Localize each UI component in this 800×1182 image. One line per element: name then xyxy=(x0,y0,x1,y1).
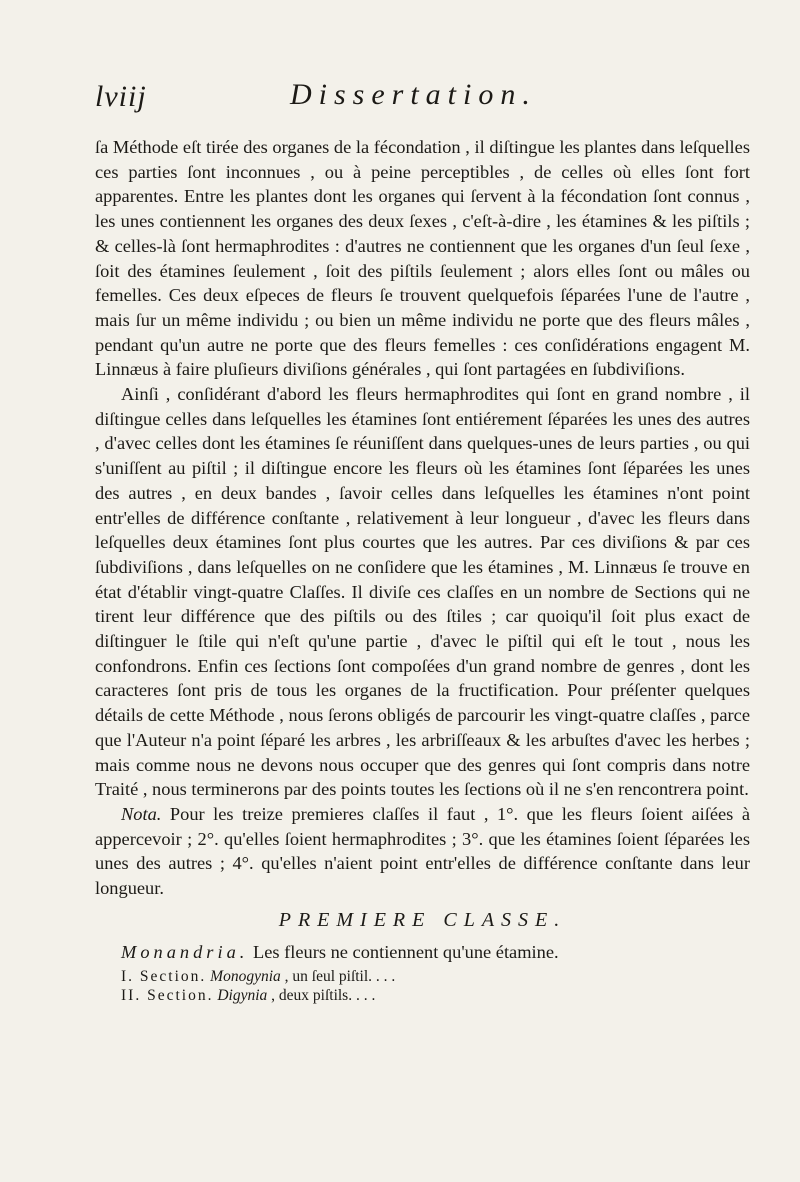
section-text: , deux piſtils. . . . xyxy=(267,986,376,1004)
nota-paragraph xyxy=(95,802,750,901)
page-header xyxy=(95,78,745,118)
class-text: Les fleurs ne contiennent qu'une étamine. xyxy=(248,941,559,962)
page-number: lviij xyxy=(95,80,147,113)
class-description xyxy=(95,937,750,967)
section-label: II. Section. xyxy=(121,986,214,1004)
section-name: Digynia xyxy=(217,986,268,1004)
section-entry xyxy=(95,986,750,1005)
section-entry xyxy=(95,967,750,986)
class-heading: PREMIERE CLASSE. xyxy=(278,908,567,931)
page-body xyxy=(95,135,750,1005)
section-text: , un ſeul piſtil. . . . xyxy=(280,967,396,985)
nota-text: Pour les treize premieres claſſes il faut , 1°. que les fleurs ſoient aiſées à appercevoir ; 2°. qu'elles ſoient hermaphrodites ; 3°. que les étamines ſoient ſéparées les unes des autres ; 4°. qu'elles n'aient point entr'elles de différence conſtante dans leur longueur. xyxy=(95,803,750,899)
paragraph-continuation: ſa Méthode eſt tirée des organes de la fécondation , il diſtingue les plantes dans leſquelles ces parties ſont inconnues , ou à peine perceptibles , de celles où elles ſont fort apparentes. Entre les plantes dont les organes qui ſervent à la fécondation ſont connus , les unes contiennent les organes des deux ſexes , c'eſt-à-dire , les étamines & les piſtils ; & celles-là ſont hermaphrodites : d'autres ne contiennent que les organes d'un ſeul ſexe , ſoit des étamines ſeulement , ſoit des piſtils ſeulement ; alors elles ſont ou mâles ou femelles. Ces deux eſpeces de fleurs ſe trouvent quelquefois ſéparées l'une de l'autre , mais ſur un même individu ; ou bien un même individu ne porte que des fleurs mâles , pendant qu'un autre ne porte que des fleurs femelles : ces conſidérations engagent M. Linnæus à faire pluſieurs diviſions générales , qui ſont partagées en ſubdiviſions. xyxy=(95,137,750,380)
nota-label: Nota. xyxy=(121,803,162,824)
paragraph-classification: Ainſi , conſidérant d'abord les fleurs hermaphrodites qui ſont en grand nombre , il diſtingue celles dans leſquelles les étamines ſont entiérement ſéparées les unes des autres , d'avec celles dont les étamines ſe réuniſſent dans quelques-unes de leurs parties , ou qui s'uniſſent au piſtil ; il diſtingue encore les fleurs où les étamines ſont ſéparées les unes des autres , en deux bandes , ſavoir celles dans leſquelles les étamines n'ont point entr'elles de différence conſtante , relativement à leur longueur , d'avec les fleurs dans leſquelles deux étamines ſont plus courtes que les autres. Par ces diviſions & par ces ſubdiviſions , dans leſquelles on ne conſidere que les étamines , M. Linnæus ſe trouve en état d'établir vingt-quatre Claſſes. Il diviſe ces claſſes en un nombre de Sections qui ne tirent leur différence que des piſtils ou des ſtiles ; car quoiqu'il ſoit plus exact de diſtinguer le ſtile qui n'eſt qu'une partie , d'avec le piſtil qui eſt le tout , nous les confondrons. Enfin ces ſections ſont compoſées d'un grand nombre de genres , dont les caracteres ſont pris de tous les organes de la fructification. Pour préſenter quelques détails de cette Méthode , nous ſerons obligés de parcourir les vingt-quatre claſſes , parce que l'Auteur n'a point ſéparé les arbres , les arbriſſeaux & les arbuſtes d'avec les herbes ; mais comme nous ne devons nous occuper que des genres qui ſont compris dans notre Traité , nous terminerons par des points toutes les ſections où il ne s'en rencontrera point. xyxy=(95,384,750,800)
class-name: Monandria. xyxy=(121,941,249,962)
section-label: I. Section. xyxy=(121,967,207,985)
running-title: Dissertation. xyxy=(290,78,537,111)
section-name: Monogynia xyxy=(210,967,281,985)
